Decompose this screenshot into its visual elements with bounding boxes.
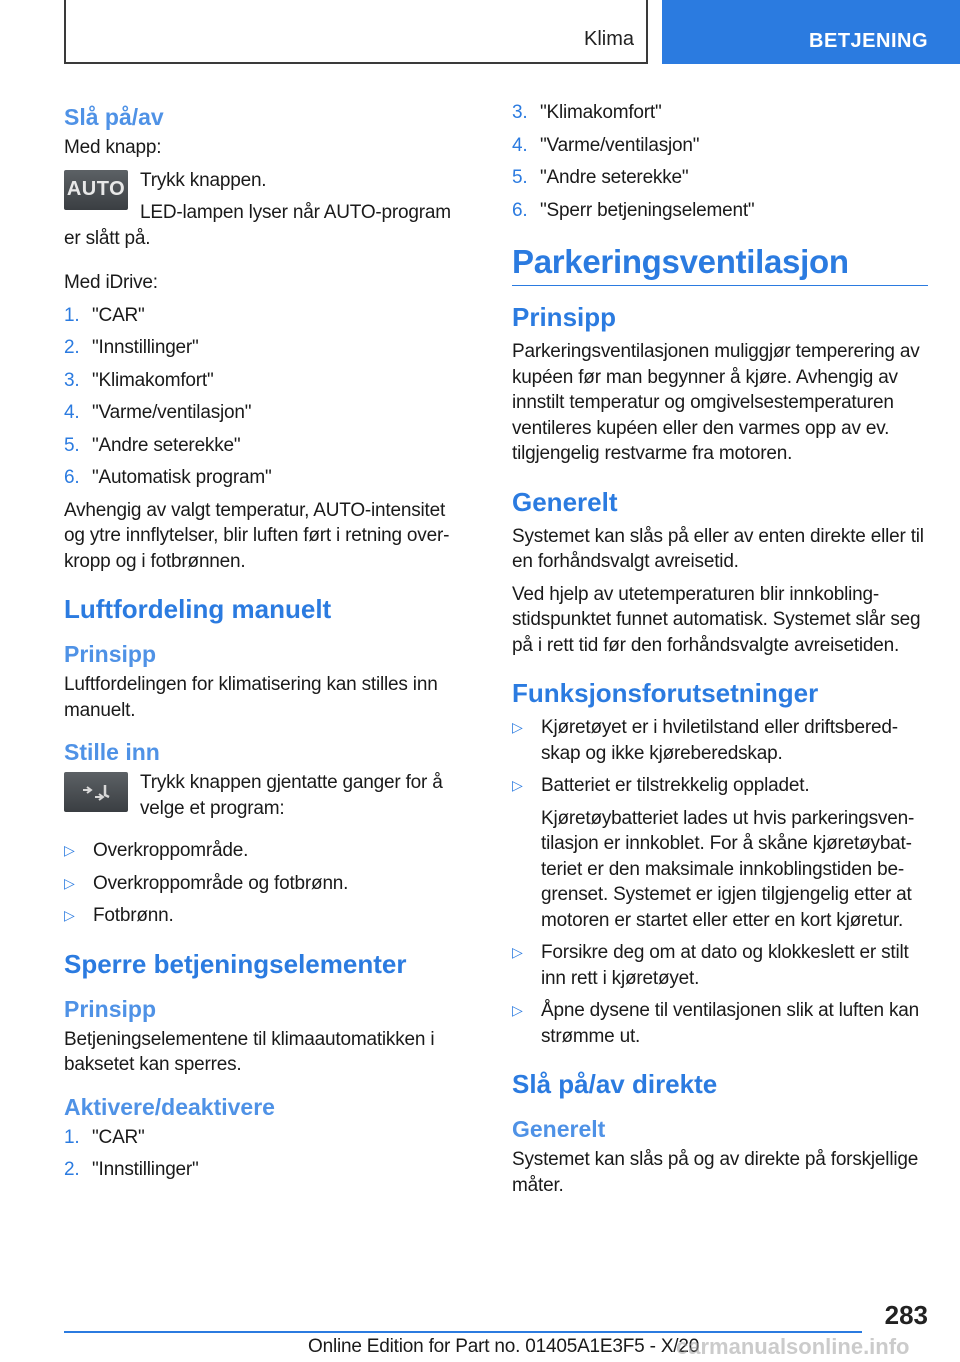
auto-button-icon: AUTO — [64, 170, 128, 210]
left-column — [64, 100, 464, 1190]
list-item — [64, 871, 464, 897]
step-number: 6. — [512, 199, 528, 221]
list-item — [512, 165, 928, 191]
step-number: 5. — [64, 434, 80, 456]
list-item — [64, 1125, 464, 1151]
list-item — [512, 773, 928, 799]
avhengig-text: Avhengig av valgt temperatur, AUTO-intensitet og ytre innflytelser, blir luften ført i retning overkropp og i fotbrønnen. — [64, 499, 450, 572]
step-number: 4. — [512, 134, 528, 156]
heading-stille-inn: Stille inn — [64, 739, 160, 765]
step-text: "Klimakomfort" — [92, 369, 214, 391]
list-text: Kjøretøyet er i hviletilstand eller driftsberedskap og ikke kjøreberedskap. — [541, 717, 899, 764]
luft-prinsipp-text: Luftfordelingen for klimatisering kan stilles inn manuelt. — [64, 674, 438, 721]
step-text: "Sperr betjeningselement" — [540, 199, 755, 221]
heading-prinsipp: Prinsipp — [512, 302, 617, 332]
watermark: carmanualsonline.info — [676, 1334, 910, 1359]
auto-button-instruction — [64, 168, 464, 252]
right-column — [512, 100, 928, 1205]
list-item — [64, 433, 464, 459]
step-number: 4. — [64, 402, 80, 423]
aktivere-steps-list — [64, 1125, 464, 1183]
footer-edition: Online Edition for Part no. 01405A1E3F5 - X/20 — [308, 1336, 700, 1357]
program-list — [64, 838, 464, 929]
step-text: "CAR" — [92, 1126, 145, 1148]
step-text: "Klimakomfort" — [540, 102, 662, 123]
step-text: "CAR" — [92, 304, 145, 326]
page-number: 283 — [884, 1300, 928, 1330]
air-distribution-glyph — [81, 783, 111, 801]
bullet-icon: ▷ — [64, 842, 75, 858]
bullet-icon: ▷ — [64, 907, 75, 923]
list-item — [64, 838, 464, 864]
heading-slaa-direkte: Slå på/av direkte — [512, 1069, 718, 1099]
heading-parkeringsventilasjon: Parkeringsventilasjon — [512, 243, 928, 286]
step-text: "Varme/ventilasjon" — [92, 402, 252, 423]
list-item — [64, 303, 464, 329]
trykk-knappen-text: Trykk knappen. — [140, 169, 267, 191]
list-item — [512, 198, 928, 224]
list-text: Åpne dysene til ventilasjonen slik at luften kan strømme ut. — [541, 1000, 920, 1047]
step-text: "Varme/ventilasjon" — [540, 134, 700, 156]
list-item — [64, 335, 464, 361]
stille-inn-text: Trykk knappen gjentatte ganger for å velge et program: — [140, 772, 443, 819]
header-section-box — [64, 0, 648, 64]
prinsipp-text: Parkeringsventilasjonen muliggjør temperering av kupéen før man begynner å kjøre. Avhengig av innstilt temperatur og omgivelsestemperaturen ventileres kupéen eller den varmes opp av ev. tilgjengelig restvarme fra motoren. — [512, 341, 920, 464]
footer-divider — [64, 1331, 862, 1333]
heading-generelt: Generelt — [512, 1116, 606, 1142]
heading-generelt: Generelt — [512, 486, 618, 517]
med-idrive-label: Med iDrive: — [64, 272, 158, 293]
heading-aktivere: Aktivere/deaktivere — [64, 1093, 275, 1120]
step-text: "Innstillinger" — [92, 1159, 199, 1180]
continued-steps-list — [512, 100, 928, 223]
med-knapp-label: Med knapp: — [64, 137, 162, 158]
heading-slaa-paa-av: Slå på/av — [64, 104, 164, 130]
generelt-text-2: Ved hjelp av utetemperaturen blir innkoblingstidspunktet funnet automatisk. Systemet slår seg på i rett tid før den forhåndsvalgte avreisetiden. — [512, 583, 921, 656]
prerequisites-list-cont — [512, 940, 928, 1049]
heading-luftfordeling: Luftfordeling manuelt — [64, 594, 332, 624]
step-number: 1. — [64, 304, 80, 326]
section-title: Klima — [583, 28, 634, 50]
idrive-steps-list — [64, 303, 464, 491]
battery-note: Kjøretøybatteriet lades ut hvis parkeringsventilasjon er innkoblet. For å skåne kjøretøybatteriet er den maksimale innkoblingstiden begrenset. Systemet er igjen tilgjengelig etter at motoren er startet eller etter en kort kjøretur. — [541, 807, 915, 931]
list-text: Overkroppområde. — [93, 840, 249, 861]
list-item — [512, 940, 928, 991]
step-number: 3. — [64, 369, 80, 391]
prerequisites-list — [512, 715, 928, 799]
list-item — [64, 400, 464, 426]
bullet-icon: ▷ — [512, 719, 523, 735]
heading-prinsipp: Prinsipp — [64, 995, 157, 1022]
step-number: 2. — [64, 337, 80, 358]
header-chapter-tab — [662, 0, 960, 64]
step-number: 3. — [512, 102, 528, 123]
list-item — [512, 133, 928, 159]
list-item — [64, 1157, 464, 1183]
list-item — [512, 715, 928, 766]
step-text: "Andre seterekke" — [92, 434, 241, 456]
list-item — [512, 998, 928, 1049]
bullet-icon: ▷ — [512, 1002, 523, 1018]
list-text: Overkroppområde og fotbrønn. — [93, 872, 349, 894]
step-number: 2. — [64, 1159, 80, 1180]
air-distribution-icon — [64, 772, 128, 812]
generelt-text-3: Systemet kan slås på og av direkte på forskjellige måter. — [512, 1149, 919, 1196]
list-item — [64, 368, 464, 394]
step-text: "Automatisk program" — [92, 467, 272, 488]
air-button-instruction — [64, 770, 464, 821]
step-number: 5. — [512, 167, 528, 188]
list-text: Batteriet er tilstrekkelig oppladet. — [541, 775, 810, 796]
list-text: Forsikre deg om at dato og klokkeslett er stilt inn rett i kjøretøyet. — [541, 942, 909, 989]
bullet-icon: ▷ — [512, 777, 523, 793]
list-item — [64, 465, 464, 491]
heading-sperre: Sperre betjeningselementer — [64, 948, 407, 979]
sperre-prinsipp-text: Betjeningselementene til klimaautomatikken i baksetet kan sperres. — [64, 1028, 435, 1075]
heading-funksjonsforutsetninger: Funksjonsforutsetninger — [512, 678, 819, 708]
step-text: "Andre seterekke" — [540, 167, 689, 188]
step-number: 1. — [64, 1126, 80, 1148]
chapter-title: BETJENING — [809, 30, 928, 52]
led-text: LED-lampen lyser når AUTO-program er slått på. — [64, 202, 451, 249]
generelt-text-1: Systemet kan slås på eller av enten direkte eller til en forhåndsvalgt avreisetid. — [512, 525, 924, 572]
bullet-icon: ▷ — [512, 944, 523, 960]
bullet-icon: ▷ — [64, 874, 75, 891]
step-number: 6. — [64, 467, 80, 488]
list-text: Fotbrønn. — [93, 905, 174, 926]
step-text: "Innstillinger" — [92, 337, 199, 358]
list-item — [512, 100, 928, 126]
list-item — [64, 903, 464, 929]
heading-prinsipp: Prinsipp — [64, 641, 157, 667]
